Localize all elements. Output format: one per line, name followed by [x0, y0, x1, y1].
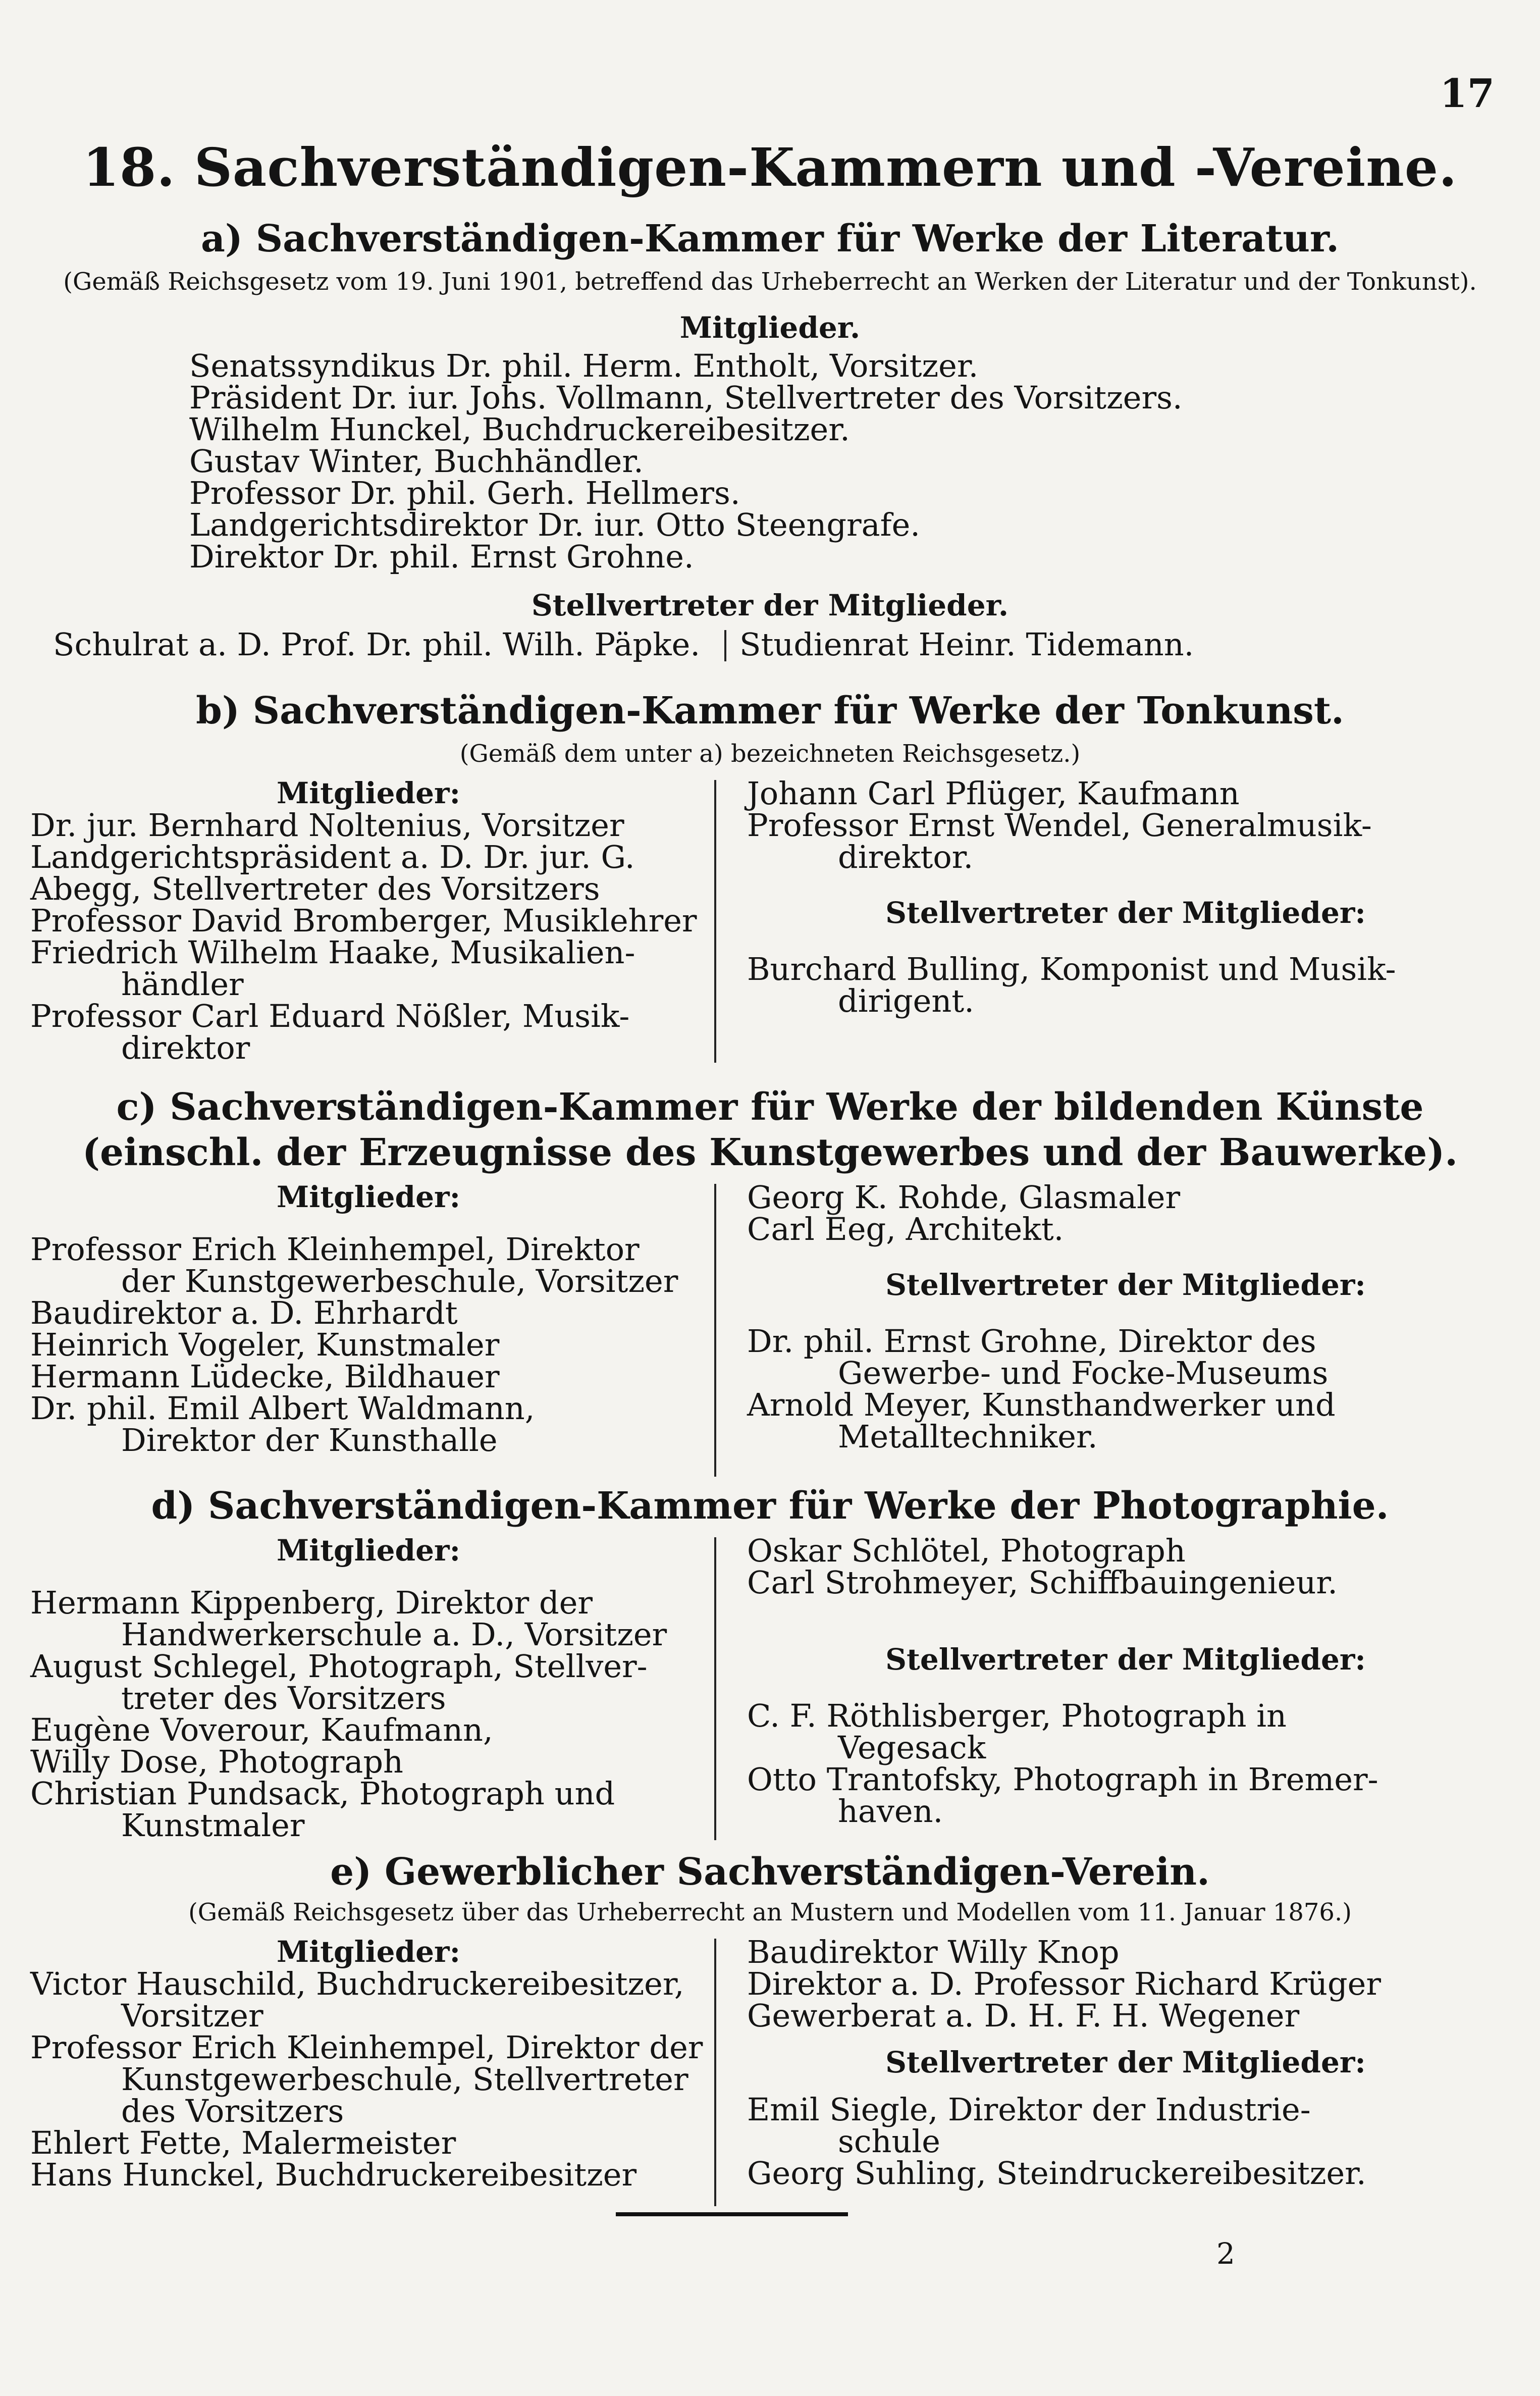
deputy: dirigent. — [838, 982, 974, 1019]
member: Gewerberat a. D. H. F. H. Wegener — [747, 1997, 1300, 2034]
member: händler — [121, 966, 244, 1003]
deputy: Gewerbe- und Focke-Museums — [838, 1355, 1329, 1391]
member: Landgerichtsdirektor Dr. iur. Otto Steengrafe. — [189, 506, 920, 543]
member: Präsident Dr. iur. Johs. Vollmann, Stellvertreter des Vorsitzers. — [189, 379, 1183, 416]
section-a-deputies-heading: Stellvertreter der Mitglieder. — [531, 588, 1009, 622]
page-number: 17 — [1440, 71, 1495, 117]
member: Direktor Dr. phil. Ernst Grohne. — [189, 538, 694, 575]
section-a-members — [189, 347, 1183, 575]
section-a-deputy-right: Studienrat Heinr. Tidemann. — [739, 626, 1194, 663]
member: Gustav Winter, Buchhändler. — [189, 443, 644, 480]
member: Professor Ernst Wendel, Generalmusik- — [747, 807, 1372, 844]
member: Eugène Voverour, Kaufmann, — [30, 1711, 493, 1748]
member: Victor Hauschild, Buchdruckereibesitzer, — [30, 1965, 684, 2002]
section-b-note: (Gemäß dem unter a) bezeichneten Reichsgesetz.) — [459, 740, 1081, 768]
deputy: Metalltechniker. — [838, 1418, 1098, 1455]
deputy: Vegesack — [838, 1729, 986, 1766]
section-c-heading-line2: (einschl. der Erzeugnisse des Kunstgewerbes und der Bauwerke). — [82, 1131, 1458, 1174]
section-c-right-column — [747, 1179, 1504, 1455]
section-b-heading: b) Sachverständigen-Kammer für Werke der Tonkunst. — [196, 689, 1344, 733]
member: Senatssyndikus Dr. phil. Herm. Entholt, Vorsitzer. — [189, 347, 979, 384]
member: Professor David Bromberger, Musiklehrer — [30, 902, 697, 939]
member: Direktor der Kunsthalle — [121, 1422, 498, 1459]
member: Kunstgewerbeschule, Stellvertreter — [121, 2061, 688, 2098]
column-divider — [714, 1184, 716, 1477]
section-a-deputy-left: Schulrat a. D. Prof. Dr. phil. Wilh. Päpke. — [53, 626, 701, 663]
member: Carl Eeg, Architekt. — [747, 1211, 1064, 1247]
member: Friedrich Wilhelm Haake, Musikalien- — [30, 934, 635, 971]
member: Kunstmaler — [121, 1807, 305, 1844]
closing-rule — [616, 2212, 848, 2216]
member: Georg K. Rohde, Glasmaler — [747, 1179, 1181, 1216]
member: der Kunstgewerbeschule, Vorsitzer — [121, 1263, 678, 1299]
member: Professor Erich Kleinhempel, Direktor — [30, 1231, 640, 1268]
section-e-note: (Gemäß Reichsgesetz über das Urheberrecht an Mustern und Modellen vom 11. Januar 1876.) — [188, 1898, 1352, 1926]
member: Handwerkerschule a. D., Vorsitzer — [121, 1616, 667, 1653]
section-e-members-heading: Mitglieder: — [277, 1935, 460, 1969]
deputy: Otto Trantofsky, Photograph in Bremer- — [747, 1761, 1378, 1798]
member: Abegg, Stellvertreter des Vorsitzers — [30, 870, 600, 907]
member: direktor. — [838, 839, 974, 875]
section-d-deputies-heading: Stellvertreter der Mitglieder: — [885, 1642, 1366, 1677]
section-e-deputies-heading: Stellvertreter der Mitglieder: — [885, 2045, 1366, 2079]
section-c-heading-line1: c) Sachverständigen-Kammer für Werke der bildenden Künste — [116, 1085, 1424, 1129]
member: Willy Dose, Photograph — [30, 1743, 403, 1780]
deputy: Arnold Meyer, Kunsthandwerker und — [747, 1386, 1336, 1423]
member: Professor Dr. phil. Gerh. Hellmers. — [189, 475, 740, 511]
member: Dr. jur. Bernhard Noltenius, Vorsitzer — [30, 807, 624, 844]
section-b-deputies-heading: Stellvertreter der Mitglieder: — [885, 896, 1366, 930]
member: August Schlegel, Photograph, Stellver- — [30, 1648, 648, 1685]
section-a-heading: a) Sachverständigen-Kammer für Werke der Literatur. — [200, 217, 1339, 261]
deputy: Burchard Bulling, Komponist und Musik- — [747, 951, 1396, 987]
deputy: Dr. phil. Ernst Grohne, Direktor des — [747, 1323, 1316, 1360]
member: Baudirektor a. D. Ehrhardt — [30, 1294, 458, 1331]
column-divider — [714, 780, 716, 1063]
section-e-heading: e) Gewerblicher Sachverständigen-Verein. — [330, 1850, 1210, 1894]
section-b-members-heading: Mitglieder: — [277, 776, 460, 810]
member: Christian Pundsack, Photograph und — [30, 1775, 615, 1812]
section-d-right-column — [747, 1532, 1504, 1830]
section-d-members-heading: Mitglieder: — [277, 1533, 460, 1568]
page-title: 18. Sachverständigen-Kammern und -Vereine. — [82, 136, 1458, 198]
member: Oskar Schlötel, Photograph — [747, 1532, 1186, 1569]
member: des Vorsitzers — [121, 2093, 344, 2129]
deputy: Georg Suhling, Steindruckereibesitzer. — [747, 2155, 1366, 2192]
member: Direktor a. D. Professor Richard Krüger — [747, 1965, 1382, 2002]
member: Carl Strohmeyer, Schiffbauingenieur. — [747, 1564, 1338, 1601]
deputy: Emil Siegle, Direktor der Industrie- — [747, 2091, 1311, 2128]
section-e-right-column — [747, 1934, 1504, 2192]
member: Johann Carl Pflüger, Kaufmann — [747, 775, 1240, 812]
member: Professor Erich Kleinhempel, Direktor der — [30, 2029, 703, 2066]
member: Wilhelm Hunckel, Buchdruckereibesitzer. — [189, 411, 850, 448]
member: Ehlert Fette, Malermeister — [30, 2124, 456, 2161]
member: Landgerichtspräsident a. D. Dr. jur. G. — [30, 839, 635, 875]
member: Hermann Kippenberg, Direktor der — [30, 1584, 593, 1621]
deputy: schule — [838, 2123, 940, 2160]
deputy: C. F. Röthlisberger, Photograph in — [747, 1697, 1287, 1734]
column-divider — [724, 630, 726, 661]
section-a-members-heading: Mitglieder. — [679, 310, 861, 345]
member: Dr. phil. Emil Albert Waldmann, — [30, 1390, 535, 1427]
member: direktor — [121, 1029, 250, 1066]
member: Vorsitzer — [121, 1997, 263, 2034]
section-c-members-heading: Mitglieder: — [277, 1180, 460, 1214]
member: Baudirektor Willy Knop — [747, 1934, 1120, 1970]
section-b-right-column — [747, 777, 1504, 1017]
column-divider — [714, 1939, 716, 2206]
member: Hermann Lüdecke, Bildhauer — [30, 1358, 500, 1395]
deputy: haven. — [838, 1793, 943, 1830]
section-a-note: (Gemäß Reichsgesetz vom 19. Juni 1901, betreffend das Urheberrecht an Werken der Literatur und der Tonkunst). — [63, 268, 1477, 296]
section-e-left-column — [30, 1936, 707, 2191]
section-d-left-column — [30, 1533, 707, 1844]
member: treter des Vorsitzers — [121, 1680, 446, 1716]
member: Hans Hunckel, Buchdruckereibesitzer — [30, 2156, 637, 2193]
member: Heinrich Vogeler, Kunstmaler — [30, 1326, 500, 1363]
section-c-deputies-heading: Stellvertreter der Mitglieder: — [885, 1268, 1366, 1302]
member: Professor Carl Eduard Nößler, Musik- — [30, 998, 630, 1034]
section-d-heading: d) Sachverständigen-Kammer für Werke der Photographie. — [151, 1484, 1389, 1528]
signature-mark: 2 — [1216, 2236, 1235, 2271]
section-b-left-column — [30, 777, 707, 1064]
section-c-left-column — [30, 1180, 707, 1459]
column-divider — [714, 1537, 716, 1840]
